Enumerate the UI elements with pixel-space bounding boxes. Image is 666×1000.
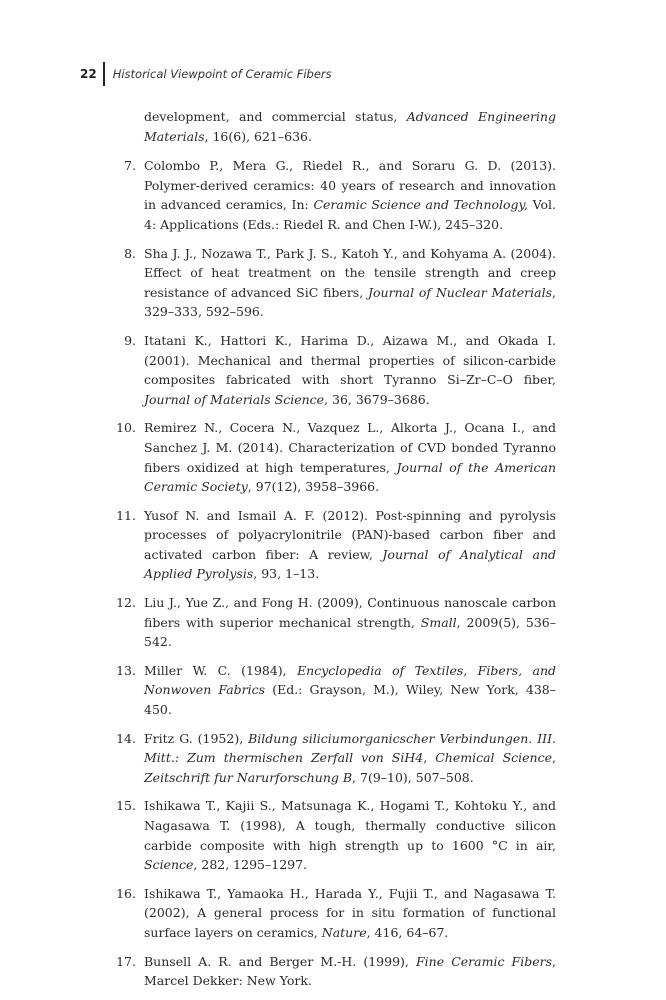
reference-text-segment: , 329–333, 592–596. (144, 284, 556, 320)
running-title: Historical Viewpoint of Ceramic Fibers (112, 67, 332, 81)
reference-italic-segment: Zeitschrift fur Narurforschung B (144, 769, 353, 785)
reference-italic-segment: Fine Ceramic Fibers (416, 953, 553, 969)
reference-list (107, 107, 556, 1000)
reference-italic-segment: Journal of Materials Science, (144, 391, 329, 407)
reference-italic-segment: Bildung siliciumorganicscher Verbindungen. III. Mitt.: Zum thermischen Zerfall von SiH4 (144, 730, 556, 766)
reference-text-segment: , 282, 1295–1297. (193, 857, 308, 873)
reference-text-segment: development, and commercial status, (144, 109, 407, 124)
reference-italic-segment: Chemical Science (435, 750, 552, 766)
reference-text-segment: , (552, 750, 556, 766)
reference-text-segment: Sha J. J., Nozawa T., Park J. S., Katoh Y., and Kohyama A. (2004). Effect of heat treatment on the tensile strength and creep resistance of advanced SiC fibers, (144, 245, 556, 300)
reference-text-segment: 36, 3679–3686. (328, 391, 430, 407)
reference-text-segment: , 16(6), 621–636. (204, 128, 312, 144)
reference-italic-segment: Advanced Engineering Materials (144, 109, 556, 144)
reference-number: 14. (116, 730, 136, 746)
reference-text-segment: Itatani K., Hattori K., Harima D., Aizawa M., and Okada I. (2001). Mechanical and thermal properties of silicon-carbide composites fabricated with short Tyranno Si–Zr–C–O fiber, (144, 332, 556, 388)
header-divider (103, 62, 105, 86)
reference-number: 17. (116, 953, 136, 969)
reference-text-segment: (Ed.: Grayson, M.), Wiley, New York, 438–450. (144, 682, 557, 718)
reference-item (107, 661, 556, 720)
reference-text-segment: , 7(9–10), 507–508. (352, 769, 474, 785)
reference-number: 12. (116, 595, 136, 611)
reference-text-segment: , 97(12), 3958–3966. (247, 479, 380, 495)
reference-italic-segment: Small (420, 614, 457, 630)
reference-number: 15. (116, 798, 136, 814)
page-number: 22 (80, 67, 97, 81)
reference-text (144, 954, 556, 989)
reference-number: 11. (116, 507, 136, 523)
reference-text-segment: Ishikawa T., Yamaoka H., Harada Y., Fujii T., and Nagasawa T. (2002), A general process for in situ formation of functional surface layers on ceramics, (144, 885, 556, 940)
reference-text-segment: Yusof N. and Ismail A. F. (2012). Post-spinning and pyrolysis processes of polyacrylonitrile (PAN)-based carbon fiber and activated carbon fiber: A review, (144, 507, 556, 562)
reference-item (107, 244, 556, 322)
reference-text-segment: Ishikawa T., Kajii S., Matsunaga K., Hogami T., Kohtoku Y., and Nagasawa T. (1998), A tough, thermally conductive silicon carbide composite with high strength up to 1600 °C in air, (144, 798, 556, 853)
reference-italic-segment: Journal of Nuclear Materials (368, 284, 553, 300)
reference-text-segment: , Marcel Dekker: New York. (144, 953, 556, 989)
reference-text (144, 158, 556, 232)
reference-item (107, 331, 556, 409)
reference-item (107, 418, 556, 496)
reference-text (144, 886, 556, 940)
reference-italic-segment: Science (144, 857, 194, 873)
reference-number: 7. (124, 158, 136, 174)
reference-item (107, 506, 556, 584)
reference-item (107, 156, 556, 234)
reference-text-segment: Remirez N., Cocera N., Vazquez L., Alkorta J., Ocana I., and Sanchez J. M. (2014). Characterization of CVD bonded Tyranno fibers oxidized at high temperatures, (144, 420, 556, 475)
reference-text (144, 333, 556, 407)
reference-text-segment: Fritz G. (1952), (144, 730, 249, 746)
reference-italic-segment: Journal of the American Ceramic Society (144, 459, 556, 495)
page-header (80, 62, 332, 86)
reference-text (144, 508, 556, 582)
reference-italic-segment: Journal of Analytical and Applied Pyrolysis (144, 546, 556, 582)
reference-item (107, 593, 556, 652)
reference-text-segment: Colombo P., Mera G., Riedel R., and Soraru G. D. (2013). Polymer-derived ceramics: 40 years of research and innovation in advanced ceramics, In: (144, 158, 556, 213)
reference-text (144, 246, 556, 320)
reference-number: 9. (124, 332, 136, 348)
reference-item (107, 884, 556, 943)
reference-italic-segment: Ceramic Science and Technology, (313, 197, 528, 213)
reference-text-segment: Miller W. C. (1984), (144, 662, 298, 678)
reference-text-segment: Vol. 4: Applications (Eds.: Riedel R. and Chen I-W.), 245–320. (144, 197, 556, 232)
reference-number: 8. (124, 245, 136, 261)
reference-text (144, 663, 556, 717)
reference-italic-segment: Encyclopedia of Textiles, Fibers, and Nonwoven Fabrics (144, 662, 557, 698)
reference-text-segment: , 416, 64–67. (366, 924, 449, 940)
reference-italic-segment: Nature (321, 924, 367, 940)
reference-text (144, 109, 556, 144)
reference-item (107, 729, 556, 788)
reference-number: 10. (116, 420, 136, 436)
reference-text-segment: , (423, 750, 436, 766)
reference-item (107, 796, 556, 874)
reference-text (144, 798, 556, 872)
reference-text-segment: , 93, 1–13. (253, 566, 320, 582)
reference-text-segment: Liu J., Yue Z., and Fong H. (2009), Continuous nanoscale carbon fibers with superior mechanical strength, (144, 595, 556, 630)
reference-item (107, 107, 556, 146)
reference-text (144, 595, 556, 649)
reference-text (144, 731, 556, 785)
reference-text-segment: , 2009(5), 536–542. (144, 614, 556, 650)
reference-number: 13. (116, 662, 136, 678)
reference-item (107, 952, 556, 991)
reference-text-segment: Bunsell A. R. and Berger M.-H. (1999), (144, 953, 416, 969)
reference-text (144, 420, 556, 494)
reference-number: 16. (116, 885, 136, 901)
